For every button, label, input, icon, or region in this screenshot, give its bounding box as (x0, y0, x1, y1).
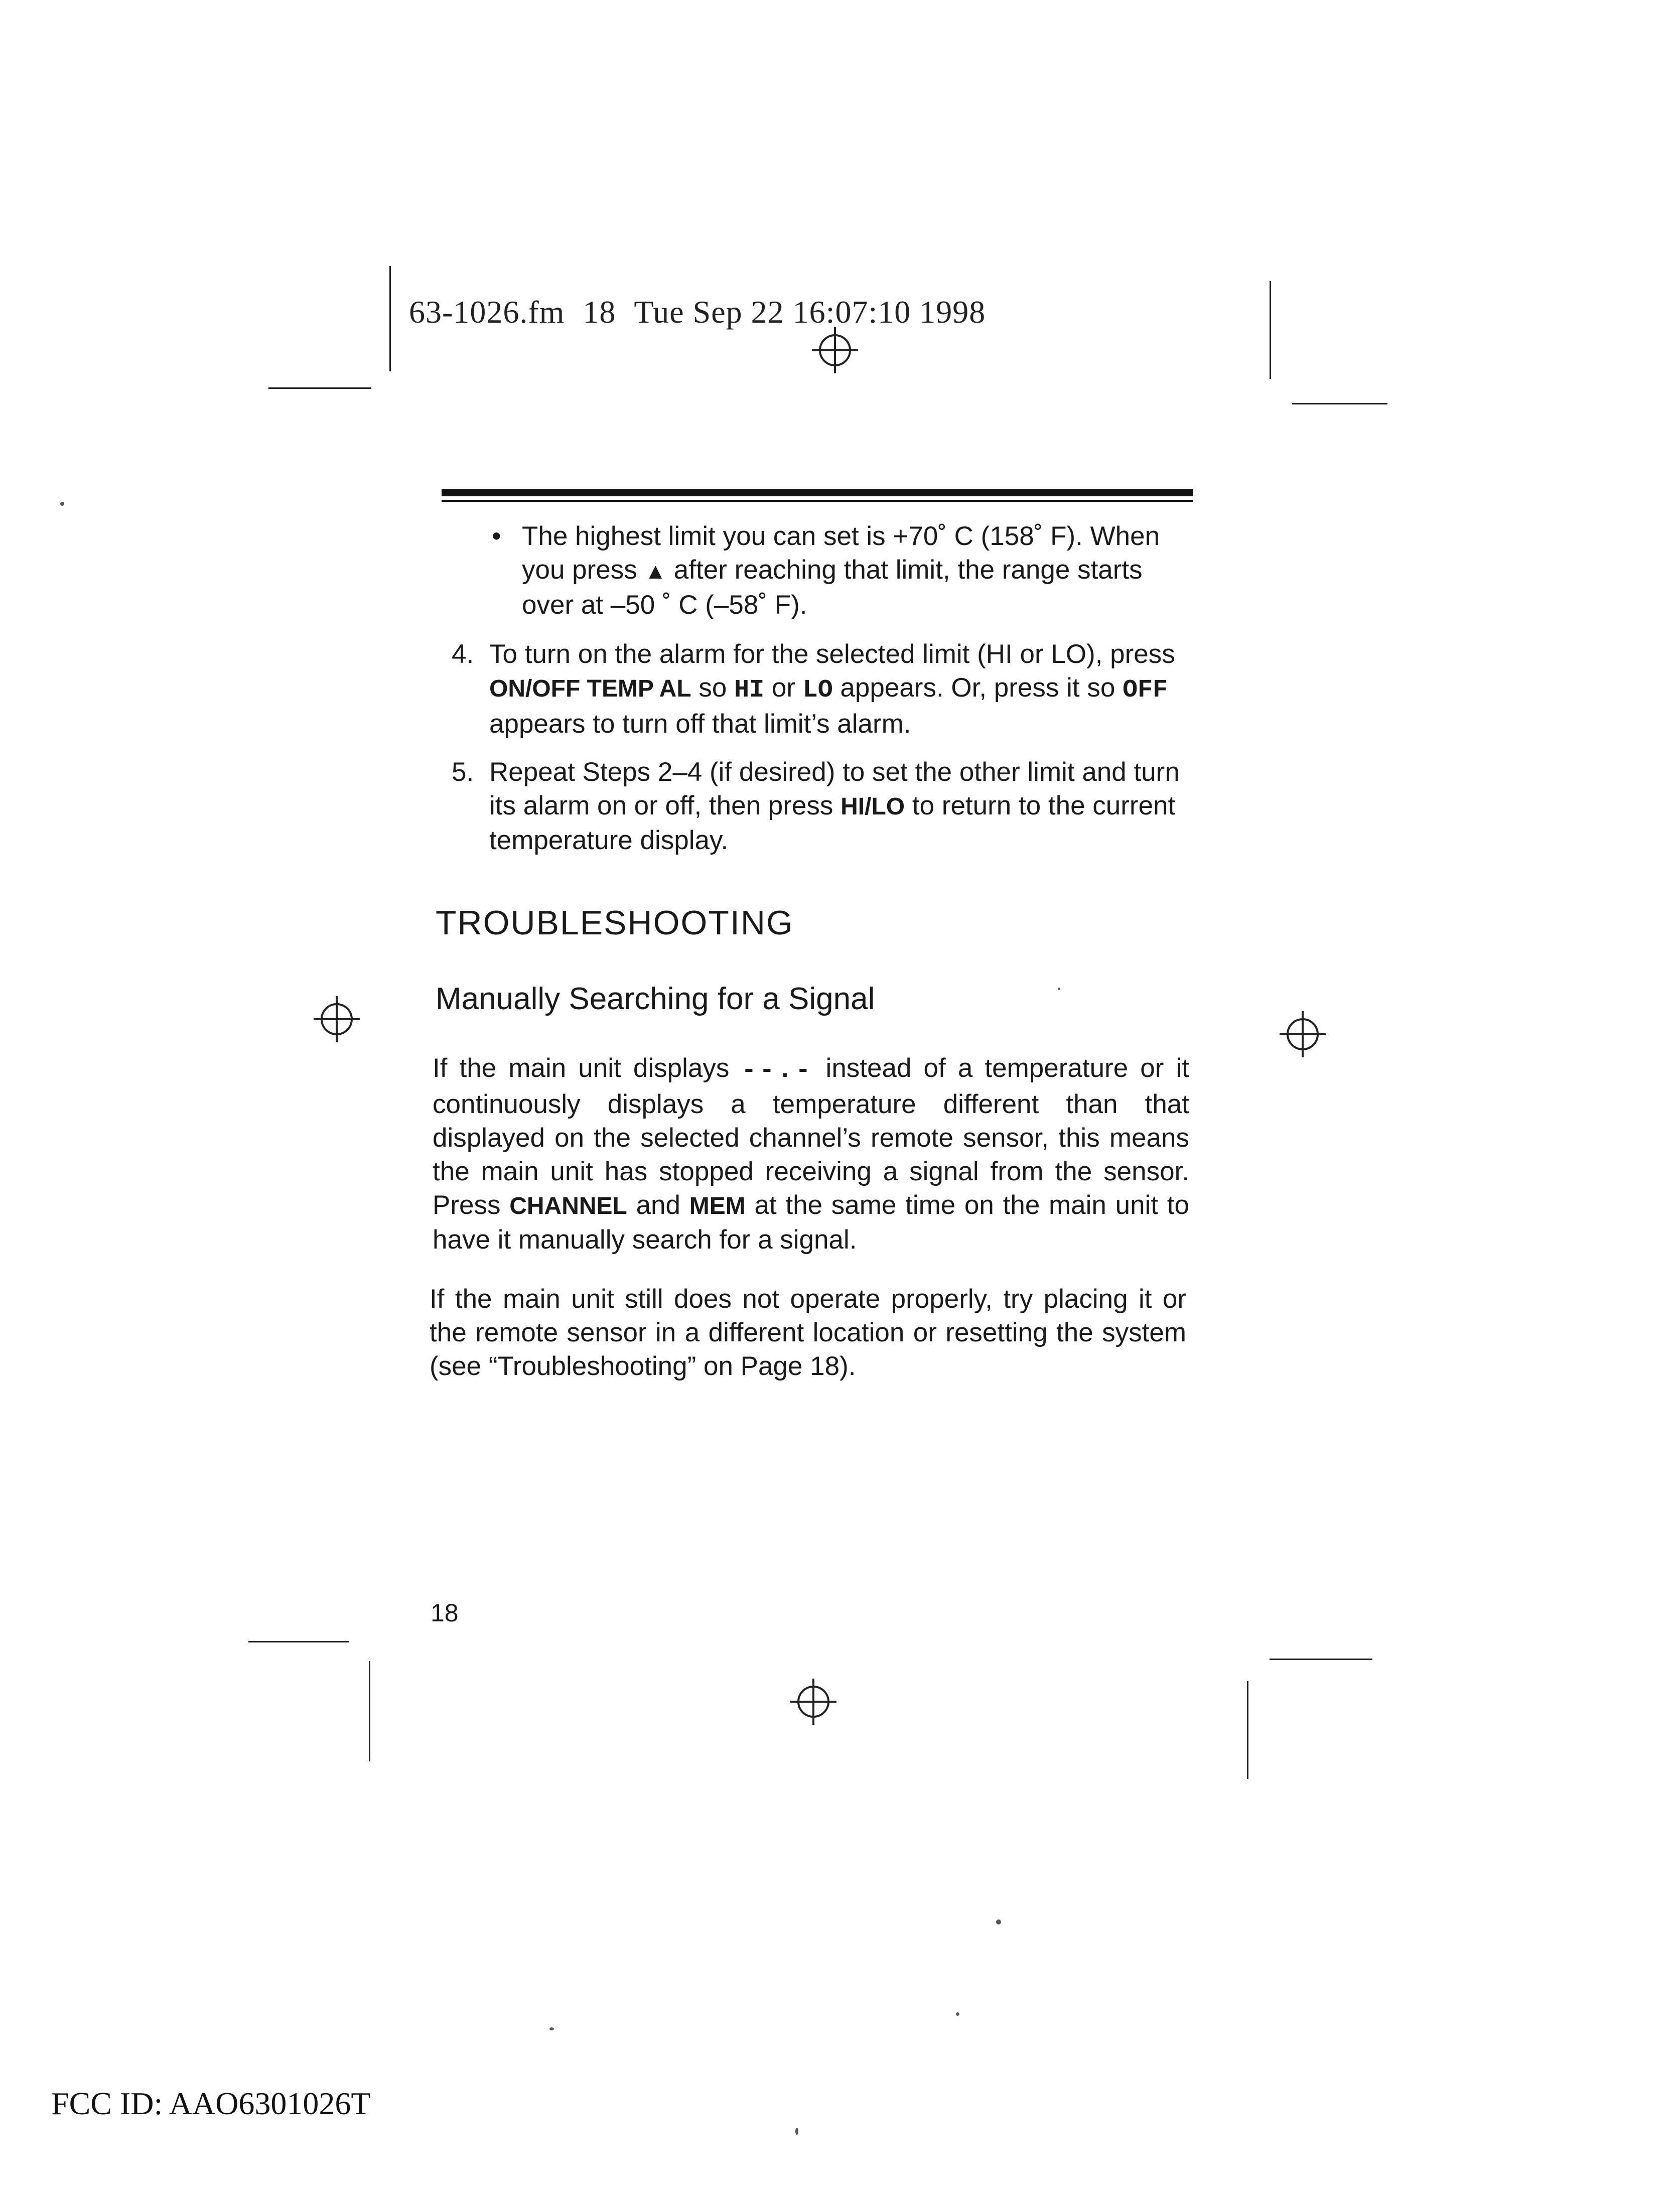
button-label: HI/LO (841, 793, 905, 820)
bullet-marker: • (492, 521, 501, 551)
step-4 (452, 637, 1194, 741)
paragraph-2: If the main unit still does not operate properly, try placing it or the remote sensor in a different location or resetting the system (see “Troubleshooting” on Page 18). (430, 1284, 1186, 1381)
registration-mark-right-icon (1280, 1011, 1326, 1057)
slug-page: 18 (583, 294, 616, 330)
crop-mark-top-right-horizontal (1292, 403, 1387, 404)
step-text: appears to turn off that limit’s alarm. (489, 709, 911, 739)
step-text: Repeat Steps 2–4 (if desired) to set the other limit and turn its alarm on or off, then press (489, 757, 1180, 820)
section-heading: TROUBLESHOOTING (436, 904, 794, 942)
crop-mark-top-left-vertical (389, 266, 391, 371)
scan-speck (1058, 988, 1060, 990)
slug-timestamp: Tue Sep 22 16:07:10 1998 (634, 294, 986, 330)
step-text: to return to the current temperature display. (489, 791, 1176, 855)
paragraph-1 (433, 1051, 1189, 1257)
crop-mark-top-left-horizontal (268, 387, 371, 389)
scan-speck (60, 502, 64, 506)
registration-mark-left-icon (314, 996, 360, 1042)
crop-mark-bottom-right-vertical (1247, 1681, 1248, 1779)
subsection-heading: Manually Searching for a Signal (436, 982, 875, 1016)
display-text: HI (734, 676, 765, 705)
step-text: appears. Or, press it so (832, 673, 1123, 703)
paragraph-text: instead of a temperature or it continuously displays a temperature different than that displayed on the selected channel’s remote sensor, this means the main unit has stopped receiving a signal from the sensor. Press (433, 1053, 1189, 1220)
step-5 (452, 755, 1194, 857)
crop-mark-top-right-vertical (1270, 281, 1271, 379)
paragraph-text: If the main unit displays (433, 1053, 742, 1083)
crop-mark-bottom-right-horizontal (1270, 1659, 1372, 1660)
registration-mark-top-icon (812, 327, 858, 373)
paragraph-text: at the same time on the main unit to have it manually search for a signal. (433, 1190, 1189, 1255)
display-text: --.- (741, 1056, 814, 1085)
up-arrow-icon: ▲ (644, 559, 667, 584)
step-text: To turn on the alarm for the selected limit (HI or LO), press (489, 639, 1175, 669)
step-number: 5. (452, 757, 474, 787)
display-text: OFF (1123, 676, 1168, 705)
registration-mark-bottom-icon (790, 1679, 836, 1725)
bullet-text: The highest limit you can set is +70˚ C (158˚ F). When you press (522, 521, 1160, 585)
bullet-text-cont: after reaching that limit, the range starts over at –50 ˚ C (–58˚ F). (522, 555, 1143, 620)
scan-speck (956, 2012, 959, 2016)
paragraph-text: and (627, 1190, 689, 1220)
step-text: so (691, 673, 735, 703)
button-label: ON/OFF TEMP AL (489, 675, 691, 702)
display-text: LO (802, 676, 833, 705)
bullet-item (492, 519, 1194, 622)
scan-speck (996, 1919, 1001, 1924)
fcc-id: FCC ID: AAO6301026T (51, 2086, 371, 2121)
crop-mark-bottom-left-vertical (369, 1661, 370, 1761)
button-label: CHANNEL (509, 1193, 627, 1219)
step-number: 4. (452, 639, 474, 669)
scan-speck (795, 2128, 798, 2135)
print-slug (409, 294, 1004, 331)
crop-mark-bottom-left-horizontal (248, 1641, 349, 1642)
header-rule-thick (442, 489, 1193, 496)
button-label: MEM (689, 1193, 746, 1219)
header-rule-thin (442, 500, 1193, 502)
slug-filename: 63-1026.fm (409, 294, 565, 330)
scan-speck (549, 2027, 554, 2030)
page-number: 18 (431, 1599, 459, 1627)
step-text: or (764, 673, 803, 703)
